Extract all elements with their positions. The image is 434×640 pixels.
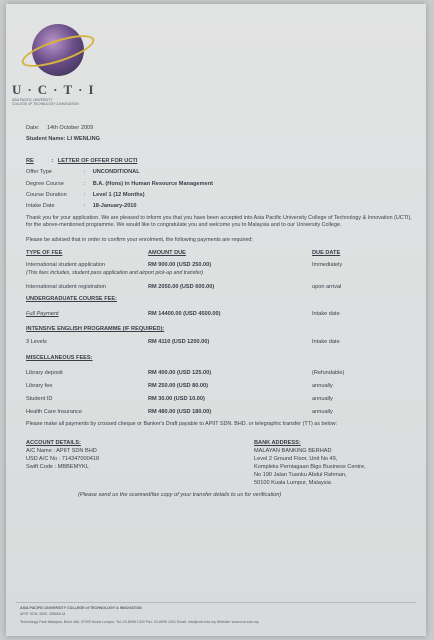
fee-amount: RM 480.00 (USD 180.00) [148, 409, 212, 415]
fee-name: Health Care Insurance [26, 409, 82, 415]
fee-amount: RM 400.00 (USD 125.00) [148, 370, 212, 376]
fee-name: Library deposit [26, 370, 63, 376]
bank-line: Level 2 Ground Floor, Unit No 49, [254, 456, 338, 462]
letter-date: 14th October 2009 [46, 125, 94, 131]
fee-col-amount: AMOUNT DUE [148, 250, 186, 256]
fee-due: (Refundable) [312, 370, 345, 376]
fee-due: Immediately [312, 262, 343, 268]
fee-col-type: TYPE OF FEE [26, 250, 63, 256]
fee-name: Library fee [26, 383, 53, 389]
fee-name: Student ID [26, 396, 53, 402]
advice-paragraph: Please be advised that in order to confirm your enrolment, the following payments are required: [26, 237, 253, 243]
footer-line-3: Technology Park Malaysia, Bukit Jalil, 57000 Kuala Lumpur. Tel: 03-8996 1000 Fax: 03-8996 1001 Email: info@ucti.edu.my Website: www.ucti.edu.my [20, 620, 259, 624]
account-heading: ACCOUNT DETAILS: [26, 440, 81, 446]
detail-course-duration: Course Duration : Level 1 (12 Months) [26, 192, 145, 198]
offer-letter-page [6, 4, 426, 636]
fee-amount: RM 900.00 (USD 250.00) [148, 262, 212, 268]
fee-amount: RM 250.00 (USD 80.00) [148, 383, 209, 389]
student-line: Student Name: LI WENLING [26, 136, 100, 142]
bank-heading: BANK ADDRESS: [254, 440, 301, 446]
fee-name: International student registration [26, 284, 106, 290]
bank-line: MALAYAN BANKING BERHAD [254, 448, 332, 454]
fee-amount: RM 2050.00 (USD 600.00) [148, 284, 215, 290]
undergrad-heading: UNDERGRADUATE COURSE FEE: [26, 296, 117, 302]
letter-subject: LETTER OF OFFER FOR UCTI [57, 158, 138, 164]
re-line: RE : LETTER OF OFFER FOR UCTI [26, 158, 138, 164]
fee-amount: RM 4110 (USD 1200.00) [148, 339, 210, 345]
fee-name: Full Payment [26, 311, 59, 317]
fee-due: Intake date [312, 339, 340, 345]
fee-due: annually [312, 383, 333, 389]
logo-subtitle: ASIA PACIFIC UNIVERSITY COLLEGE OF TECHNOLOGY & INNOVATION [12, 98, 79, 106]
fee-name: International student application [26, 262, 105, 268]
fee-due: annually [312, 409, 333, 415]
footer-line-1: ASIA PACIFIC UNIVERSITY COLLEGE of TECHNOLOGY & INNOVATION [20, 606, 142, 610]
fee-due: upon arrival [312, 284, 342, 290]
date-line: Date: 14th October 2009 [26, 125, 94, 131]
fee-amount: RM 30.00 (USD 10.00) [148, 396, 205, 402]
footer-line-2: APIIT SDN. BHD. 255606-M [20, 612, 66, 616]
fee-amount: RM 14400.00 (USD 4500.00) [148, 311, 221, 317]
fee-name: 3 Levels [26, 339, 47, 345]
bank-line: No 190 Jalan Tuanku Abdul Rahman, [254, 472, 347, 478]
logo-wordmark: U·C·T·I [12, 82, 100, 97]
fee-note: (This fees includes, student pass application and airport pick-up and transfer) [26, 270, 204, 276]
footer-divider [16, 602, 416, 603]
fee-due: Intake date [312, 311, 340, 317]
student-name: LI WENLING [67, 136, 100, 142]
english-heading: INTENSIVE ENGLISH PROGRAMME (IF REQUIRED): [26, 326, 165, 332]
bank-line: 50100 Kuala Lumpur, Malaysia [254, 480, 331, 486]
detail-degree-course: Degree Course : B.A. (Hons) in Human Resource Management [26, 181, 213, 187]
account-line: A/C Name : APIIT SDN BHD [26, 448, 97, 454]
fee-col-due: DUE DATE [312, 250, 341, 256]
payment-note: Please make all payments by crossed cheque or Banker's Draft payable to APIIT SDN. BHD. or telegraphic transfer (TT) as below: [26, 421, 338, 427]
bank-line: Kompleks Perniagaan Bigo Business Centre, [254, 464, 366, 470]
fee-due: annually [312, 396, 333, 402]
misc-heading: MISCELLANEOUS FEES: [26, 355, 93, 361]
intro-paragraph: Thank you for your application. We are pleased to inform you that you have been accepted into Asia Pacific University College of Technology & Innovation (UCTI), for the above-mentioned programme. We would like to congratulate you and welcome you to Malaysia and to our University College. [26, 215, 412, 229]
account-line: Swift Code : MBBEMYKL [26, 464, 89, 470]
account-line: USD A/C No : 714347000418 [26, 456, 100, 462]
remittance-note: (Please send us the scanned/fax copy of your transfer details to us for verification) [78, 492, 282, 498]
detail-offer-type: Offer Type : UNCONDITIONAL [26, 169, 140, 175]
detail-intake-date: Intake Date : 18-January-2010 [26, 203, 137, 209]
